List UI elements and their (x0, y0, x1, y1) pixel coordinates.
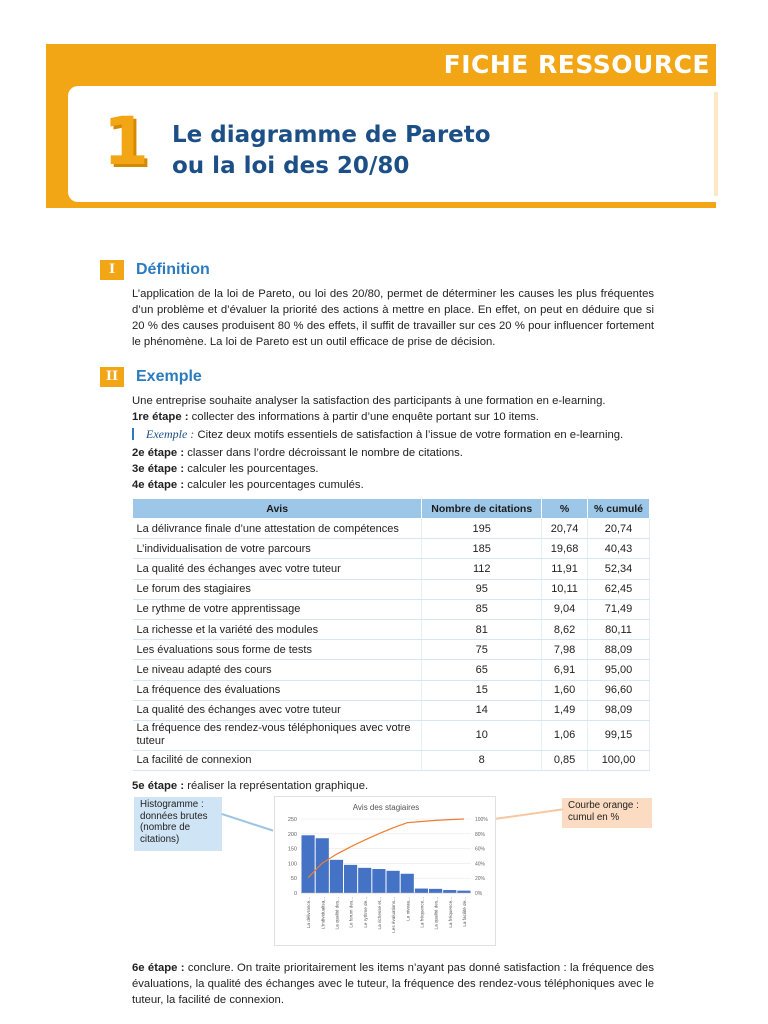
cell-percent: 6,91 (542, 660, 588, 680)
cell-avis: La fréquence des rendez-vous téléphoniques avec votre tuteur (133, 720, 422, 750)
cell-avis: Le rythme de votre apprentissage (133, 599, 422, 619)
table-row (133, 619, 650, 639)
fiche-ressource-tag: FICHE RESSOURCE (443, 50, 710, 79)
cell-percent: 1,49 (542, 700, 588, 720)
step-text: conclure. On traite prioritairement les items n’ayant pas donné satisfaction : la fréquence des évaluations, la qualité des échanges avec le tuteur, la fréquence des rendez-vous téléphoniques avec le tuteur, la facilité de connexion. (132, 962, 654, 1006)
step-text: calculer les pourcentages. (184, 463, 319, 475)
col-header-citations: Nombre de citations (422, 499, 542, 519)
step-label: 4e étape : (132, 479, 185, 491)
table-row (133, 700, 650, 720)
cell-percent: 0,85 (542, 750, 588, 770)
y-right-tick-label: 80% (475, 831, 486, 838)
bar (358, 868, 371, 893)
x-tick-label: Les évaluations... (391, 897, 397, 933)
cell-cumul: 99,15 (588, 720, 650, 750)
cell-avis: La qualité des échanges avec votre tuteur (133, 700, 422, 720)
table-row (133, 640, 650, 660)
cell-avis: Le forum des stagiaires (133, 579, 422, 599)
cell-cumul: 20,74 (588, 519, 650, 539)
y-left-tick-label: 50 (290, 876, 297, 883)
cell-cumul: 52,34 (588, 559, 650, 579)
cell-citations: 10 (422, 720, 542, 750)
bar (372, 869, 385, 893)
definition-paragraph: L’application de la loi de Pareto, ou loi des 20/80, permet de déterminer les causes les plus fréquentes d’un problème et d’évaluer la priorité des actions à mettre en place. En effet, on peut en déduire que si 20 % des causes produisent 80 % des effets, il suffit de travailler sur ces 20 % pour influencer fortement le phénomène. La loi de Pareto est un outil efficace de prise de décision. (132, 288, 654, 348)
bar (415, 889, 428, 893)
example-label: Exemple : (146, 427, 195, 441)
x-tick-label: La qualité des... (433, 897, 439, 930)
page-title (172, 120, 491, 182)
x-tick-label: Le niveau... (405, 897, 411, 921)
x-tick-label: La fréquence... (419, 897, 425, 928)
section-number: I (100, 260, 124, 280)
table-row (133, 720, 650, 750)
table-header-row (133, 499, 650, 519)
bar (457, 891, 470, 893)
y-left-tick-label: 250 (287, 817, 297, 823)
step-text: collecter des informations à partir d’une enquête portant sur 10 items. (188, 411, 539, 423)
table-row (133, 750, 650, 770)
cell-avis: La richesse et la variété des modules (133, 619, 422, 639)
y-left-tick-label: 0 (293, 891, 297, 897)
cell-percent: 9,04 (542, 599, 588, 619)
cell-citations: 185 (422, 539, 542, 559)
cell-cumul: 100,00 (588, 750, 650, 770)
step-label: 1re étape : (132, 411, 189, 423)
y-right-tick-label: 40% (475, 861, 486, 868)
example-intro: Une entreprise souhaite analyser la satisfaction des participants à une formation en e-learning. (132, 395, 606, 407)
header-banner (46, 44, 716, 208)
x-tick-label: La qualité des... (334, 897, 340, 930)
table-row (133, 559, 650, 579)
callout-leader-left (221, 813, 273, 832)
cell-cumul: 96,60 (588, 680, 650, 700)
section-definition-heading (100, 260, 210, 280)
section-title: Définition (136, 261, 210, 278)
y-right-tick-label: 20% (475, 876, 486, 883)
cell-cumul: 95,00 (588, 660, 650, 680)
cell-avis: Les évaluations sous forme de tests (133, 640, 422, 660)
y-right-tick-label: 60% (475, 846, 486, 853)
example-question (146, 426, 623, 443)
table-row (133, 539, 650, 559)
col-header-avis: Avis (133, 499, 422, 519)
step-2 (132, 445, 463, 461)
step-text: classer dans l’ordre décroissant le nombre de citations. (184, 447, 463, 459)
histogram-callout: Histogramme : données brutes (nombre de citations) (134, 797, 222, 851)
cell-citations: 8 (422, 750, 542, 770)
cell-avis: L’individualisation de votre parcours (133, 539, 422, 559)
table-row (133, 519, 650, 539)
y-right-tick-label: 0% (475, 891, 483, 897)
step-text: réaliser la représentation graphique. (184, 780, 369, 792)
cell-percent: 7,98 (542, 640, 588, 660)
step-label: 2e étape : (132, 447, 185, 459)
bar (330, 860, 343, 893)
cell-cumul: 98,09 (588, 700, 650, 720)
cell-cumul: 71,49 (588, 599, 650, 619)
title-card (68, 86, 716, 202)
table-row (133, 660, 650, 680)
cell-avis: La qualité des échanges avec votre tuteur (133, 559, 422, 579)
section-example-heading (100, 367, 202, 387)
curve-callout: Courbe orange : cumul en % (562, 798, 652, 828)
x-tick-label: La facilité de... (461, 897, 467, 927)
cell-citations: 95 (422, 579, 542, 599)
section-title: Exemple (136, 368, 202, 385)
cell-cumul: 40,43 (588, 539, 650, 559)
title-line-2: ou la loi des 20/80 (172, 153, 410, 179)
bar (302, 835, 315, 893)
x-tick-label: La fréquence... (447, 897, 453, 928)
step-label: 6e étape : (132, 962, 185, 974)
bar (387, 871, 400, 893)
y-left-tick-label: 200 (287, 831, 297, 838)
cell-percent: 20,74 (542, 519, 588, 539)
cell-avis: La délivrance finale d’une attestation de compétences (133, 519, 422, 539)
section-number: II (100, 367, 124, 387)
cell-citations: 75 (422, 640, 542, 660)
chapter-number: 1 (103, 103, 149, 180)
col-header-cumul: % cumulé (588, 499, 650, 519)
x-tick-label: La délivrance... (306, 897, 312, 929)
y-right-tick-label: 100% (475, 817, 488, 823)
cell-cumul: 88,09 (588, 640, 650, 660)
bar (344, 865, 357, 893)
cell-avis: La facilité de connexion (133, 750, 422, 770)
step-3 (132, 461, 319, 477)
cell-percent: 11,91 (542, 559, 588, 579)
cell-cumul: 80,11 (588, 619, 650, 639)
step-4 (132, 477, 364, 493)
step-label: 5e étape : (132, 780, 185, 792)
bar (401, 874, 414, 893)
col-header-percent: % (542, 499, 588, 519)
step-1 (132, 409, 539, 425)
table-row (133, 599, 650, 619)
cell-percent: 1,60 (542, 680, 588, 700)
cell-citations: 65 (422, 660, 542, 680)
cell-avis: Le niveau adapté des cours (133, 660, 422, 680)
cell-citations: 112 (422, 559, 542, 579)
cell-citations: 81 (422, 619, 542, 639)
step-5 (132, 778, 368, 794)
y-left-tick-label: 150 (287, 846, 297, 853)
pareto-table (132, 498, 650, 771)
bar (429, 889, 442, 893)
pareto-chart (274, 796, 496, 946)
table-row (133, 579, 650, 599)
cell-percent: 1,06 (542, 720, 588, 750)
table-row (133, 680, 650, 700)
example-bar (132, 428, 134, 440)
x-tick-label: Le rythme de... (362, 897, 368, 928)
x-tick-label: L'individualisa... (320, 897, 326, 930)
y-left-tick-label: 100 (287, 861, 297, 868)
step-label: 3e étape : (132, 463, 185, 475)
x-tick-label: La richesse et... (376, 897, 382, 930)
cell-citations: 195 (422, 519, 542, 539)
step-6 (132, 960, 654, 1008)
cell-percent: 10,11 (542, 579, 588, 599)
cell-citations: 14 (422, 700, 542, 720)
step-text: calculer les pourcentages cumulés. (184, 479, 364, 491)
bar (316, 838, 329, 893)
bar (443, 890, 456, 893)
chart-title: Avis des stagiaires (352, 803, 420, 812)
cell-avis: La fréquence des évaluations (133, 680, 422, 700)
cell-citations: 85 (422, 599, 542, 619)
cell-percent: 8,62 (542, 619, 588, 639)
cell-cumul: 62,45 (588, 579, 650, 599)
x-tick-label: Le forum des... (348, 897, 354, 928)
example-text: Citez deux motifs essentiels de satisfaction à l’issue de votre formation en e-learning. (194, 429, 624, 441)
cell-citations: 15 (422, 680, 542, 700)
cell-percent: 19,68 (542, 539, 588, 559)
chart-svg (275, 797, 497, 947)
title-line-1: Le diagramme de Pareto (172, 122, 491, 148)
